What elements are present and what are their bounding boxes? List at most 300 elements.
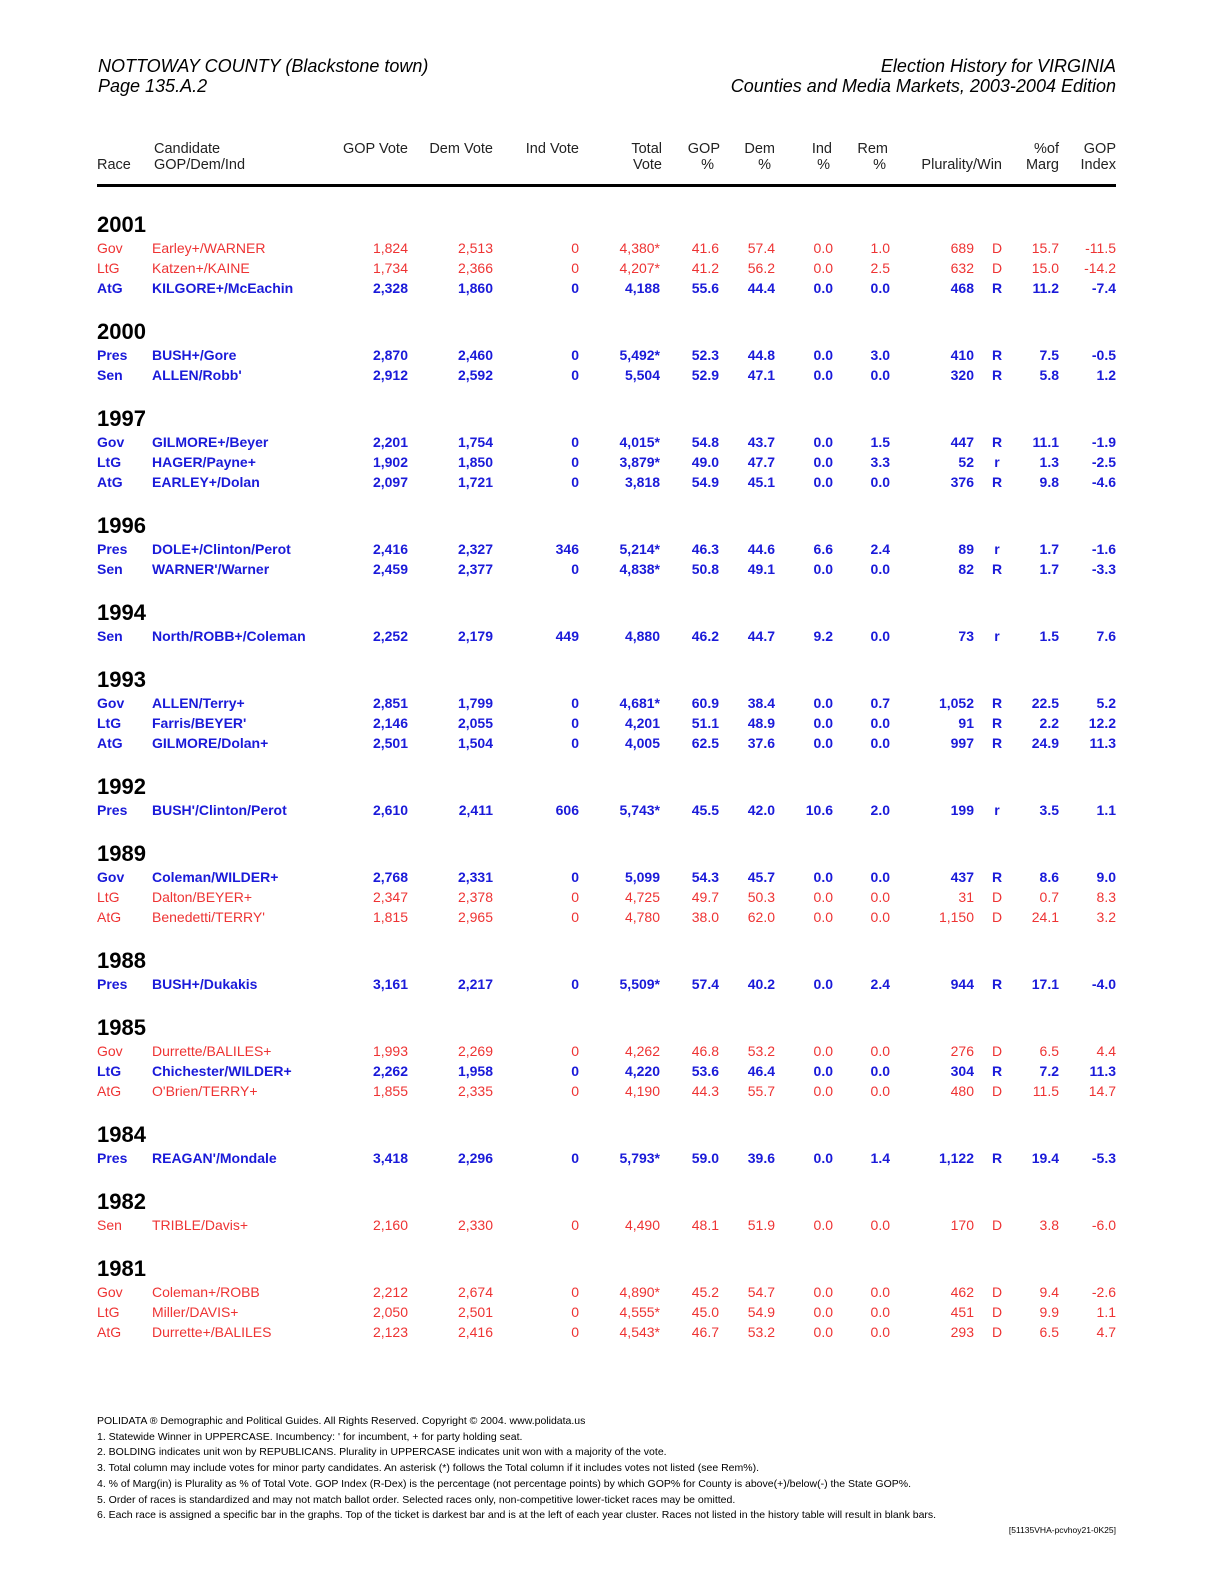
col-dem-pct-sub: % <box>758 157 771 173</box>
total-vote-cell: 4,190 <box>624 1083 660 1099</box>
col-gop-vote: GOP Vote <box>342 141 408 157</box>
margin-pct-cell: 7.2 <box>1039 1063 1059 1079</box>
winner-cell: D <box>991 1284 1003 1300</box>
year-heading: 1997 <box>97 406 146 431</box>
plurality-cell: 447 <box>950 434 974 450</box>
year-heading: 1989 <box>97 841 146 866</box>
total-vote-cell: 4,543* <box>619 1324 660 1340</box>
total-vote-cell: 4,681* <box>619 695 660 711</box>
plurality-cell: 944 <box>950 976 974 992</box>
gop-index-cell: -4.6 <box>1091 474 1116 490</box>
plurality-cell: 376 <box>950 474 974 490</box>
ind-pct-cell: 0.0 <box>813 1083 833 1099</box>
rem-pct-cell: 2.4 <box>870 541 890 557</box>
winner-cell: R <box>991 869 1003 885</box>
year-heading: 1992 <box>97 774 146 799</box>
table-row <box>0 258 1224 278</box>
total-vote-cell: 4,015* <box>619 434 660 450</box>
dem-pct-cell: 44.4 <box>747 280 775 296</box>
margin-pct-cell: 6.5 <box>1039 1043 1059 1059</box>
plurality-cell: 73 <box>958 628 974 644</box>
ind-vote-cell: 0 <box>571 240 579 256</box>
table-row <box>0 693 1224 713</box>
rem-pct-cell: 0.0 <box>870 715 890 731</box>
gop-pct-cell: 44.3 <box>691 1083 719 1099</box>
ind-vote-cell: 0 <box>571 280 579 296</box>
total-vote-cell: 4,890* <box>619 1284 660 1300</box>
total-vote-cell: 4,880 <box>624 628 660 644</box>
total-vote-cell: 4,220 <box>624 1063 660 1079</box>
ind-pct-cell: 0.0 <box>813 280 833 296</box>
dem-pct-cell: 53.2 <box>747 1324 775 1340</box>
winner-cell: R <box>991 367 1003 383</box>
total-vote-cell: 4,005 <box>624 735 660 751</box>
dem-pct-cell: 53.2 <box>747 1043 775 1059</box>
candidate-cell: Chichester/WILDER+ <box>152 1063 292 1079</box>
dem-pct-cell: 44.8 <box>747 347 775 363</box>
dem-vote-cell: 2,296 <box>457 1150 493 1166</box>
winner-cell: r <box>994 454 1000 470</box>
total-vote-cell: 4,380* <box>619 240 660 256</box>
col-ind-pct: Ind <box>811 141 832 157</box>
gop-index-cell: 12.2 <box>1088 715 1116 731</box>
total-vote-cell: 4,188 <box>624 280 660 296</box>
margin-pct-cell: 6.5 <box>1039 1324 1059 1340</box>
dem-pct-cell: 43.7 <box>747 434 775 450</box>
dem-vote-cell: 2,378 <box>457 889 493 905</box>
rem-pct-cell: 0.0 <box>870 909 890 925</box>
year-heading: 1988 <box>97 948 146 973</box>
rem-pct-cell: 0.0 <box>870 280 890 296</box>
margin-pct-cell: 1.7 <box>1039 541 1059 557</box>
plurality-cell: 170 <box>950 1217 974 1233</box>
gop-pct-cell: 57.4 <box>691 976 719 992</box>
ind-pct-cell: 0.0 <box>813 260 833 276</box>
plurality-cell: 89 <box>958 541 974 557</box>
gop-pct-cell: 46.3 <box>691 541 719 557</box>
gop-vote-cell: 2,347 <box>372 889 408 905</box>
header-rule <box>97 184 1116 187</box>
winner-cell: r <box>994 541 1000 557</box>
candidate-cell: EARLEY+/Dolan <box>152 474 260 490</box>
gop-pct-cell: 62.5 <box>691 735 719 751</box>
table-row <box>0 452 1224 472</box>
dem-vote-cell: 2,460 <box>457 347 493 363</box>
total-vote-cell: 4,207* <box>619 260 660 276</box>
dem-vote-cell: 1,721 <box>457 474 493 490</box>
column-headers <box>0 140 1224 180</box>
document-code: [51135VHA-pcvhoy21-0K25] <box>1008 1525 1116 1535</box>
race-cell: Gov <box>97 1043 123 1059</box>
race-cell: Sen <box>97 367 123 383</box>
ind-vote-cell: 0 <box>571 474 579 490</box>
gop-index-cell: -5.3 <box>1091 1150 1116 1166</box>
col-rem-pct-sub: % <box>873 157 886 173</box>
dem-vote-cell: 2,327 <box>457 541 493 557</box>
candidate-cell: HAGER/Payne+ <box>152 454 256 470</box>
table-row <box>0 887 1224 907</box>
candidate-cell: WARNER'/Warner <box>152 561 270 577</box>
gop-vote-cell: 2,160 <box>372 1217 408 1233</box>
gop-vote-cell: 3,161 <box>372 976 408 992</box>
gop-pct-cell: 49.7 <box>691 889 719 905</box>
col-candidate-sub: GOP/Dem/Ind <box>154 157 246 173</box>
ind-pct-cell: 0.0 <box>813 1304 833 1320</box>
rem-pct-cell: 0.0 <box>870 869 890 885</box>
col-index-sub: Index <box>1080 157 1116 173</box>
rem-pct-cell: 3.0 <box>870 347 890 363</box>
plurality-cell: 31 <box>958 889 974 905</box>
ind-vote-cell: 0 <box>571 347 579 363</box>
plurality-cell: 462 <box>950 1284 974 1300</box>
rem-pct-cell: 0.0 <box>870 1304 890 1320</box>
candidate-cell: Coleman+/ROBB <box>152 1284 260 1300</box>
ind-pct-cell: 9.2 <box>813 628 833 644</box>
col-gop-pct: GOP <box>687 141 720 157</box>
rem-pct-cell: 1.4 <box>870 1150 890 1166</box>
total-vote-cell: 5,504 <box>624 367 660 383</box>
winner-cell: D <box>991 1083 1003 1099</box>
margin-pct-cell: 19.4 <box>1031 1150 1059 1166</box>
ind-vote-cell: 0 <box>571 715 579 731</box>
gop-pct-cell: 41.2 <box>691 260 719 276</box>
rem-pct-cell: 2.0 <box>870 802 890 818</box>
winner-cell: R <box>991 474 1003 490</box>
dem-pct-cell: 57.4 <box>747 240 775 256</box>
page-header-left <box>98 56 428 96</box>
plurality-cell: 91 <box>958 715 974 731</box>
candidate-cell: Miller/DAVIS+ <box>152 1304 239 1320</box>
ind-vote-cell: 0 <box>571 1083 579 1099</box>
gop-vote-cell: 2,610 <box>372 802 408 818</box>
winner-cell: D <box>991 260 1003 276</box>
gop-vote-cell: 1,902 <box>372 454 408 470</box>
ind-pct-cell: 0.0 <box>813 1043 833 1059</box>
race-cell: LtG <box>97 889 120 905</box>
ind-pct-cell: 0.0 <box>813 454 833 470</box>
gop-vote-cell: 2,328 <box>372 280 408 296</box>
dem-vote-cell: 2,055 <box>457 715 493 731</box>
margin-pct-cell: 11.5 <box>1032 1083 1059 1099</box>
ind-vote-cell: 0 <box>571 1043 579 1059</box>
dem-pct-cell: 44.6 <box>747 541 775 557</box>
gop-vote-cell: 2,201 <box>372 434 408 450</box>
dem-pct-cell: 47.1 <box>747 367 775 383</box>
race-cell: AtG <box>97 909 122 925</box>
table-row <box>0 907 1224 927</box>
year-heading: 1981 <box>97 1256 146 1281</box>
candidate-cell: ALLEN/Terry+ <box>152 695 245 711</box>
race-cell: AtG <box>97 280 123 296</box>
total-vote-cell: 5,099 <box>624 869 660 885</box>
dem-pct-cell: 51.9 <box>747 1217 775 1233</box>
ind-vote-cell: 606 <box>555 802 579 818</box>
gop-index-cell: 5.2 <box>1096 695 1116 711</box>
ind-vote-cell: 0 <box>571 260 579 276</box>
dem-pct-cell: 56.2 <box>747 260 775 276</box>
gop-vote-cell: 2,212 <box>372 1284 408 1300</box>
gop-index-cell: 7.6 <box>1096 628 1116 644</box>
table-row <box>0 1041 1224 1061</box>
gop-vote-cell: 1,824 <box>372 240 408 256</box>
year-heading: 1984 <box>97 1122 146 1147</box>
rem-pct-cell: 0.0 <box>870 367 890 383</box>
table-row <box>0 1081 1224 1101</box>
ind-pct-cell: 0.0 <box>813 474 833 490</box>
table-row <box>0 626 1224 646</box>
gop-index-cell: -2.5 <box>1091 454 1116 470</box>
dem-pct-cell: 44.7 <box>747 628 775 644</box>
race-cell: Pres <box>97 1150 128 1166</box>
ind-pct-cell: 0.0 <box>813 240 833 256</box>
ind-vote-cell: 0 <box>571 735 579 751</box>
gop-pct-cell: 53.6 <box>691 1063 719 1079</box>
table-row <box>0 974 1224 994</box>
ind-vote-cell: 0 <box>571 1063 579 1079</box>
col-marg-sub: Marg <box>1025 157 1059 173</box>
ind-pct-cell: 0.0 <box>813 347 833 363</box>
table-row <box>0 800 1224 820</box>
winner-cell: r <box>994 802 1000 818</box>
race-cell: Sen <box>97 628 123 644</box>
winner-cell: R <box>991 976 1003 992</box>
table-row <box>0 278 1224 298</box>
dem-vote-cell: 2,513 <box>457 240 493 256</box>
footnote-line: 6. Each race is assigned a specific bar in the graphs. Top of the ticket is darkest bar and is at the left of each year cluster. Races not listed in the history table will result in blank bars. <box>97 1509 937 1522</box>
ind-pct-cell: 10.6 <box>805 802 833 818</box>
gop-vote-cell: 1,855 <box>372 1083 408 1099</box>
total-vote-cell: 5,509* <box>619 976 660 992</box>
gop-pct-cell: 48.1 <box>691 1217 719 1233</box>
gop-pct-cell: 45.2 <box>691 1284 719 1300</box>
winner-cell: D <box>991 1304 1003 1320</box>
race-cell: LtG <box>97 1304 120 1320</box>
plurality-cell: 1,052 <box>938 695 974 711</box>
candidate-cell: Durrette/BALILES+ <box>152 1043 272 1059</box>
ind-pct-cell: 0.0 <box>813 561 833 577</box>
dem-vote-cell: 2,217 <box>457 976 493 992</box>
footnote-line: 4. % of Marg(in) is Plurality as % of Total Vote. GOP Index (R-Dex) is the percentage (not percentage points) by which GOP% for County is above(+)/below(-) the State GOP%. <box>97 1477 912 1490</box>
margin-pct-cell: 15.0 <box>1031 260 1059 276</box>
col-total: Total <box>631 141 662 157</box>
footnote-line: 3. Total column may include votes for minor party candidates. An asterisk (*) follows the Total column if it includes votes not listed (see Rem%). <box>97 1462 759 1475</box>
ind-pct-cell: 6.6 <box>813 541 833 557</box>
gop-pct-cell: 46.8 <box>691 1043 719 1059</box>
col-ind-pct-sub: % <box>817 157 830 173</box>
ind-vote-cell: 0 <box>571 889 579 905</box>
year-heading: 1994 <box>97 600 146 625</box>
dem-vote-cell: 1,754 <box>457 434 493 450</box>
candidate-cell: GILMORE/Dolan+ <box>152 735 269 751</box>
ind-vote-cell: 0 <box>571 1304 579 1320</box>
gop-vote-cell: 1,993 <box>372 1043 408 1059</box>
plurality-cell: 451 <box>950 1304 974 1320</box>
dem-vote-cell: 2,335 <box>457 1083 493 1099</box>
page-number: Page 135.A.2 <box>98 76 208 96</box>
rem-pct-cell: 0.0 <box>870 1043 890 1059</box>
gop-index-cell: -14.2 <box>1084 260 1116 276</box>
gop-index-cell: -6.0 <box>1091 1217 1116 1233</box>
table-row <box>0 1148 1224 1168</box>
dem-pct-cell: 48.9 <box>747 715 775 731</box>
col-race: Race <box>97 157 131 173</box>
total-vote-cell: 4,262 <box>624 1043 660 1059</box>
table-row <box>0 559 1224 579</box>
race-cell: AtG <box>97 735 123 751</box>
plurality-cell: 293 <box>950 1324 974 1340</box>
total-vote-cell: 3,879* <box>619 454 660 470</box>
dem-vote-cell: 2,269 <box>457 1043 493 1059</box>
col-index: GOP <box>1083 141 1116 157</box>
race-cell: LtG <box>97 715 122 731</box>
dem-vote-cell: 2,411 <box>458 802 493 818</box>
gop-index-cell: -4.0 <box>1091 976 1116 992</box>
ind-vote-cell: 0 <box>571 367 579 383</box>
table-row <box>0 1302 1224 1322</box>
total-vote-cell: 4,201 <box>624 715 660 731</box>
rem-pct-cell: 0.0 <box>870 1217 890 1233</box>
col-marg: %of <box>1034 141 1059 157</box>
total-vote-cell: 4,555* <box>619 1304 660 1320</box>
ind-pct-cell: 0.0 <box>813 909 833 925</box>
race-cell: Gov <box>97 434 125 450</box>
ind-vote-cell: 0 <box>571 869 579 885</box>
gop-pct-cell: 38.0 <box>691 909 719 925</box>
gop-vote-cell: 2,252 <box>372 628 408 644</box>
total-vote-cell: 4,780 <box>624 909 660 925</box>
rem-pct-cell: 0.0 <box>870 628 890 644</box>
ind-pct-cell: 0.0 <box>813 367 833 383</box>
total-vote-cell: 5,214* <box>619 541 660 557</box>
year-heading: 1982 <box>97 1189 146 1214</box>
ind-pct-cell: 0.0 <box>813 1063 833 1079</box>
table-row <box>0 1282 1224 1302</box>
gop-vote-cell: 2,459 <box>372 561 408 577</box>
gop-index-cell: -3.3 <box>1091 561 1116 577</box>
dem-vote-cell: 1,860 <box>457 280 493 296</box>
col-ind-vote: Ind Vote <box>525 141 579 157</box>
plurality-cell: 468 <box>950 280 974 296</box>
plurality-cell: 82 <box>958 561 974 577</box>
gop-vote-cell: 2,870 <box>372 347 408 363</box>
race-cell: Sen <box>97 1217 122 1233</box>
dem-pct-cell: 37.6 <box>747 735 775 751</box>
footnotes <box>97 1414 1117 1524</box>
race-cell: Gov <box>97 1284 123 1300</box>
copyright-line: POLIDATA ® Demographic and Political Guides. All Rights Reserved. Copyright © 2004. www.polidata.us <box>97 1415 586 1427</box>
footnote-line: 5. Order of races is standardized and may not match ballot order. Selected races only, non-competitive lower-ticket races may be omitted. <box>97 1493 736 1506</box>
dem-vote-cell: 1,958 <box>457 1063 493 1079</box>
total-vote-cell: 5,793* <box>619 1150 660 1166</box>
gop-vote-cell: 1,815 <box>372 909 408 925</box>
gop-pct-cell: 52.3 <box>691 347 719 363</box>
gop-index-cell: 14.7 <box>1088 1083 1116 1099</box>
rem-pct-cell: 0.0 <box>870 1284 890 1300</box>
margin-pct-cell: 22.5 <box>1031 695 1059 711</box>
rem-pct-cell: 2.5 <box>870 260 890 276</box>
total-vote-cell: 4,490 <box>624 1217 660 1233</box>
candidate-cell: Coleman/WILDER+ <box>152 869 279 885</box>
ind-pct-cell: 0.0 <box>813 976 833 992</box>
candidate-cell: REAGAN'/Mondale <box>152 1150 277 1166</box>
race-cell: Sen <box>97 561 123 577</box>
winner-cell: R <box>991 735 1003 751</box>
gop-vote-cell: 2,123 <box>372 1324 408 1340</box>
plurality-cell: 276 <box>950 1043 974 1059</box>
gop-index-cell: -11.5 <box>1085 240 1116 256</box>
dem-pct-cell: 54.7 <box>747 1284 775 1300</box>
winner-cell: R <box>991 695 1003 711</box>
plurality-cell: 1,122 <box>938 1150 974 1166</box>
dem-vote-cell: 1,799 <box>457 695 493 711</box>
gop-vote-cell: 2,851 <box>372 695 408 711</box>
margin-pct-cell: 17.1 <box>1031 976 1059 992</box>
candidate-cell: Katzen+/KAINE <box>152 260 250 276</box>
gop-index-cell: -1.6 <box>1091 541 1116 557</box>
dem-vote-cell: 2,330 <box>457 1217 493 1233</box>
gop-index-cell: -2.6 <box>1091 1284 1116 1300</box>
candidate-cell: KILGORE+/McEachin <box>152 280 294 296</box>
dem-vote-cell: 1,850 <box>457 454 493 470</box>
winner-cell: r <box>994 628 1000 644</box>
margin-pct-cell: 7.5 <box>1039 347 1059 363</box>
gop-vote-cell: 2,768 <box>372 869 408 885</box>
gop-index-cell: 9.0 <box>1096 869 1116 885</box>
gop-index-cell: 1.2 <box>1096 367 1116 383</box>
year-heading: 2001 <box>97 212 146 237</box>
gop-pct-cell: 49.0 <box>691 454 719 470</box>
plurality-cell: 480 <box>950 1083 974 1099</box>
gop-index-cell: -1.9 <box>1091 434 1116 450</box>
margin-pct-cell: 1.7 <box>1039 561 1059 577</box>
margin-pct-cell: 9.9 <box>1039 1304 1059 1320</box>
candidate-cell: Farris/BEYER' <box>152 715 247 731</box>
dem-pct-cell: 38.4 <box>747 695 775 711</box>
gop-vote-cell: 2,262 <box>372 1063 408 1079</box>
ind-vote-cell: 0 <box>571 434 579 450</box>
race-cell: LtG <box>97 260 120 276</box>
gop-index-cell: 1.1 <box>1096 802 1116 818</box>
ind-vote-cell: 346 <box>555 541 579 557</box>
dem-vote-cell: 2,965 <box>457 909 493 925</box>
ind-vote-cell: 0 <box>571 1217 579 1233</box>
table-row <box>0 1061 1224 1081</box>
winner-cell: D <box>991 1043 1003 1059</box>
rem-pct-cell: 3.3 <box>870 454 890 470</box>
dem-pct-cell: 47.7 <box>747 454 775 470</box>
gop-vote-cell: 1,734 <box>372 260 408 276</box>
plurality-cell: 689 <box>950 240 974 256</box>
gop-index-cell: 11.3 <box>1089 735 1116 751</box>
race-cell: AtG <box>97 1324 122 1340</box>
dem-vote-cell: 2,377 <box>457 561 493 577</box>
gop-pct-cell: 52.9 <box>691 367 719 383</box>
dem-pct-cell: 45.7 <box>747 869 775 885</box>
candidate-cell: BUSH+/Gore <box>152 347 237 363</box>
plurality-cell: 1,150 <box>938 909 974 925</box>
margin-pct-cell: 5.8 <box>1039 367 1059 383</box>
race-cell: AtG <box>97 1083 122 1099</box>
table-row <box>0 432 1224 452</box>
ind-vote-cell: 0 <box>571 1284 579 1300</box>
margin-pct-cell: 9.4 <box>1039 1284 1059 1300</box>
candidate-cell: BUSH+/Dukakis <box>152 976 258 992</box>
table-row <box>0 713 1224 733</box>
table-row <box>0 1322 1224 1342</box>
plurality-cell: 632 <box>950 260 974 276</box>
margin-pct-cell: 3.5 <box>1039 802 1059 818</box>
candidate-cell: Dalton/BEYER+ <box>152 889 252 905</box>
